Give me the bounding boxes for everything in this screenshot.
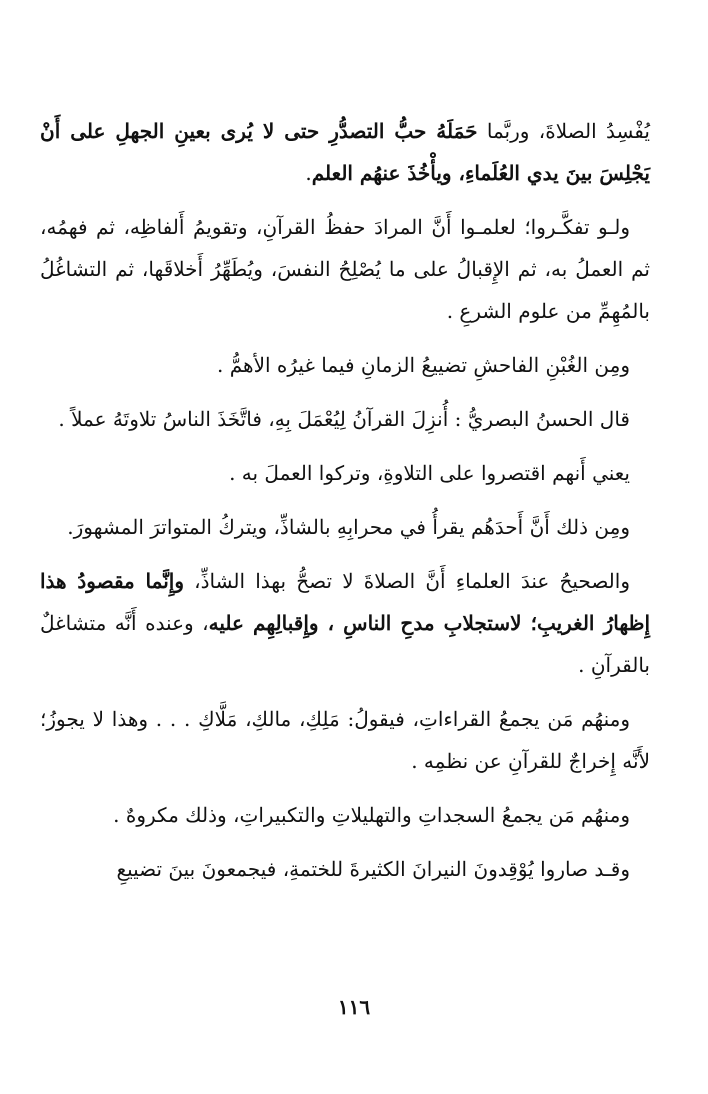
paragraph-4: قال الحسنُ البصريُّ : أُنزِلَ القرآنُ لِيُعْمَلَ بِهِ، فاتَّخَذَ الناسُ تلاوتَهُ عملاً . [58, 407, 630, 431]
paragraph-1 [40, 110, 650, 194]
paragraph-6: ومِن ذلك أَنَّ أَحدَهُم يقرأُ في محرابِهِ بالشاذِّ، ويتركُ المتواترَ المشهورَ. [67, 515, 630, 539]
paragraph-3: ومِن الغُبْنِ الفاحشِ تضييعُ الزمانِ فيما غيرُه الأهمُّ . [217, 353, 630, 377]
text-segment: والصحيحُ عندَ العلماءِ أَنَّ الصلاةَ لا تصحُّ بهذا الشاذِّ، [183, 569, 630, 593]
paragraph-9: ومنهُم مَن يجمعُ السجداتِ والتهليلاتِ والتكبيراتِ، وذلك مكروهٌ . [113, 803, 630, 827]
paragraph-5: يعني أَنهم اقتصروا على التلاوةِ، وتركوا العملَ به . [229, 461, 630, 485]
paragraph-8: ومنهُم مَن يجمعُ القراءاتِ، فيقولُ: مَلِكِ، مالكِ، مَلَّاكِ . . . وهذا لا يجوزُ؛ لأَنَّه إِخراجٌ للقرآنِ عن نظمِه . [40, 707, 650, 773]
text-segment: . [305, 161, 312, 185]
bold-text-segment: حَمَلَهُ حبُّ التصدُّرِ حتى لا يُرى بعينِ الجهلِ على أَنْ يَجْلِسَ بينَ يدي العُلَماءِ، ويأْخُذَ عنهُم العلم [40, 119, 650, 185]
text-segment: ، وعنده أَنَّه متشاغلٌ بالقرآنِ . [40, 611, 650, 677]
paragraph-10: وقـد صاروا يُوْقِدونَ النيرانَ الكثيرةَ للختمةِ، فيجمعونَ بينَ تضييعِ [116, 857, 630, 881]
page-number: ١١٦ [337, 995, 371, 1019]
paragraph-2: ولـو تفكَّـروا؛ لعلمـوا أَنَّ المرادَ حفظُ القرآنِ، وتقويمُ أَلفاظِه، ثم فهمُه، ثم العملُ به، ثم الإِقبالُ على ما يُصْلِحُ النفسَ، ويُطَهِّرُ أَخلاقَها، ثم التشاغُلُ بالمُهِمِّ من علوم الشرعِ . [40, 215, 650, 323]
text-segment: يُفْسِدُ الصلاةَ، وربَّما [477, 119, 650, 143]
paragraph-7 [40, 560, 650, 686]
bold-text-segment: وإِنَّما مقصودُ هذا إِظهارُ الغريبِ؛ لاستجلابِ مدحِ الناسِ ، وإِقبالِهِم عليه [40, 569, 651, 635]
page-body [40, 110, 650, 890]
